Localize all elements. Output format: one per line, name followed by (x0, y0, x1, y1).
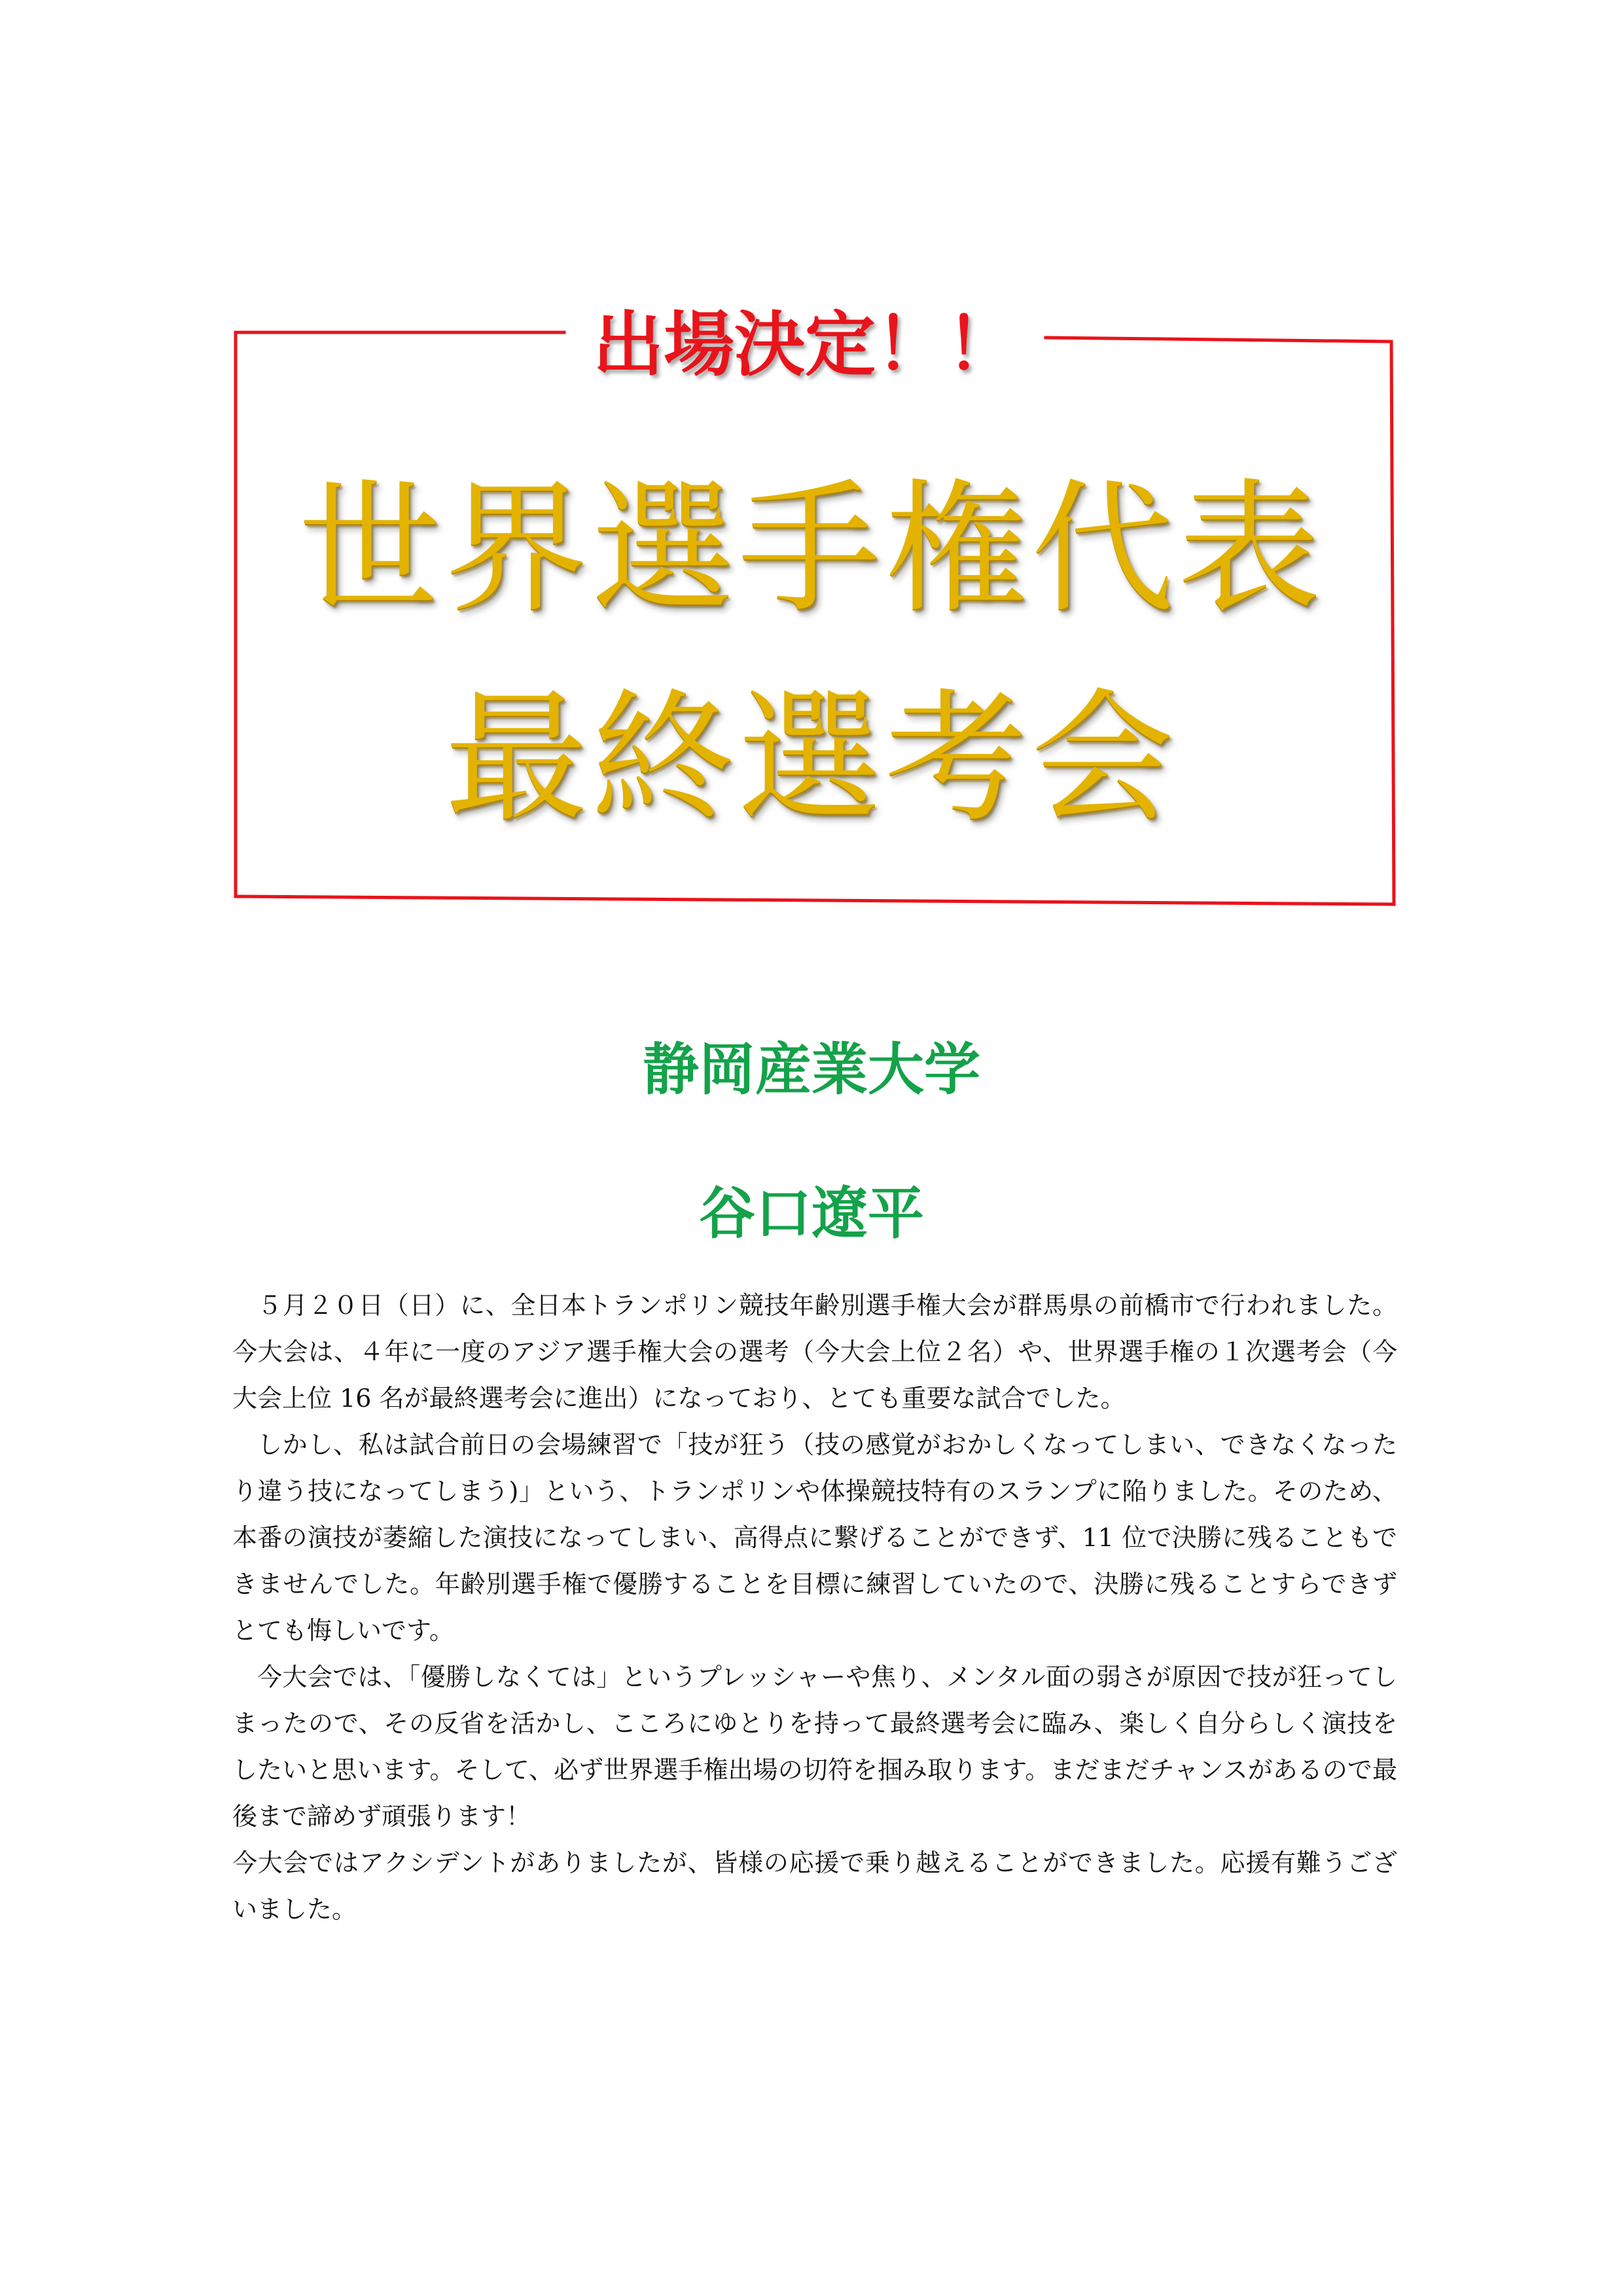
paragraph-1: ５月２０日（日）に、全日本トランポリン競技年齢別選手権大会が群馬県の前橋市で行われました。今大会は、４年に一度のアジア選手権大会の選考（今大会上位２名）や、世界選手権の１次選考会（今大会上位 16 名が最終選考会に進出）になっており、とても重要な試合でした。 (232, 1291, 1397, 1413)
frame-right (1391, 342, 1394, 904)
paragraph-4: 今大会ではアクシデントがありましたが、皆様の応援で乗り越えることができました。応援有難うございました。 (232, 1848, 1397, 1924)
frame-top-right (1046, 338, 1391, 342)
paragraph-3: 今大会では、「優勝しなくては」というプレッシャーや焦り、メンタル面の弱さが原因で技が狂ってしまったので、その反省を活かし、こころにゆとりを持って最終選考会に臨み、楽しく自分らしく演技をしたいと思います。そして、必ず世界選手権出場の切符を掴み取ります。まだまだチャンスがあるので最後まで諦めず頑張ります！ (232, 1663, 1397, 1831)
title-line-1: 世界選手権代表 (298, 467, 1325, 632)
headline: 出場決定！！ (592, 304, 1017, 386)
title-line-2: 最終選考会 (445, 676, 1178, 841)
athlete-name: 谷口遼平 (699, 1180, 924, 1246)
frame-bottom (236, 896, 1394, 904)
report-body (232, 1282, 1397, 1933)
organization-name: 静岡産業大学 (643, 1036, 980, 1103)
paragraph-2: しかし、私は試合前日の会場練習で「技が狂う（技の感覚がおかしくなってしまい、できなくなったり違う技になってしまう)」という、トランポリンや体操競技特有のスランプに陥りました。そのため、本番の演技が萎縮した演技になってしまい、高得点に繋げることができず、11 位で決勝に残ることもできませんでした。年齢別選手権で優勝することを目標に練習していたので、決勝に残ることすらできずとても悔しいです。 (232, 1430, 1397, 1645)
